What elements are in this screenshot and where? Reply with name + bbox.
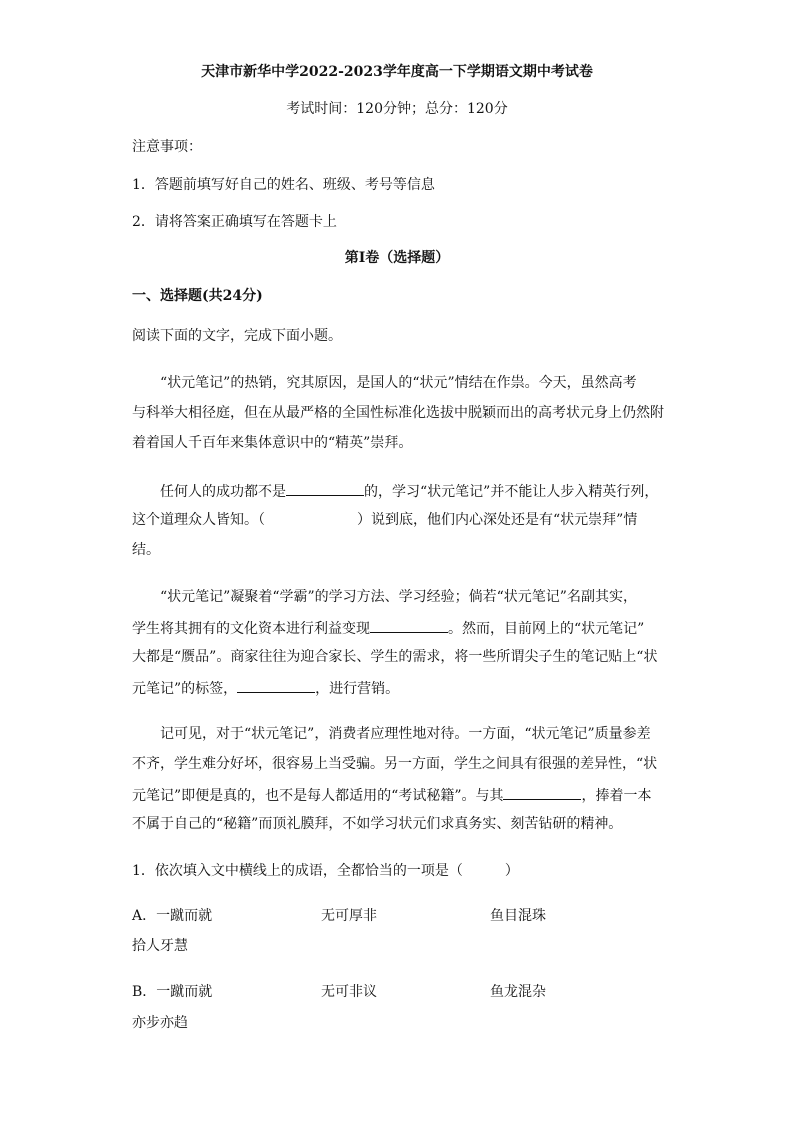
p3-line4-before: 元笔记”的标签， — [132, 681, 238, 697]
passage-p1-line3: 着着国人千百年来集体意识中的“精英”崇拜。 — [132, 435, 413, 451]
p2-text-after-blank: 的，学习“状元笔记”并不能让人步入精英行列， — [364, 484, 659, 500]
fill-blank-3 — [237, 677, 315, 693]
passage-p3-line3: 大都是“赝品”。商家往往为迎合家长、学生的需求，将一些所谓尖子生的笔记贴上“状 — [132, 649, 658, 665]
volume-title: 第I卷（选择题） — [344, 250, 450, 266]
notes-item-2: 2．请将答案正确填写在答题卡上 — [132, 214, 337, 230]
passage-p2-line1 — [160, 480, 658, 502]
fill-blank-2 — [370, 617, 448, 633]
option-b-word-4: 亦步亦趋 — [132, 1015, 188, 1031]
passage-p2-line3: 结。 — [132, 542, 160, 558]
p2-text-before-blank: 任何人的成功都不是 — [160, 484, 286, 500]
option-a-word-3: 鱼目混珠 — [490, 908, 546, 924]
p3-line2-after: 。然而，目前网上的“状元笔记” — [448, 621, 645, 637]
exam-title: 天津市新华中学2022-2023学年度高一下学期语文期中考试卷 — [201, 64, 593, 80]
option-b-word-2: 无可非议 — [321, 984, 377, 1000]
passage-p2-line2 — [132, 510, 637, 530]
passage-p3-line2 — [132, 617, 644, 639]
passage-p3-line1: “状元笔记”凝聚着“学霸”的学习方法、学习经验；倘若“状元笔记”名副其实， — [160, 589, 637, 605]
passage-p3-line4 — [132, 677, 399, 699]
fill-blank-1 — [286, 480, 364, 496]
exam-info: 考试时间：120分钟；总分：120分 — [286, 101, 508, 117]
p2-line2-before: 这个道理众人皆知。（ — [132, 512, 265, 528]
option-a-word-2: 无可厚非 — [321, 908, 377, 924]
part-title: 一、选择题(共24分) — [132, 288, 263, 304]
p4-line3-before: 元笔记”即便是真的，也不是每人都适用的“考试秘籍”。与其 — [132, 788, 504, 804]
p4-line3-after: ，捧着一本 — [581, 788, 652, 804]
option-b-label[interactable]: B．一蹴而就 — [132, 984, 213, 1000]
passage-p4-line2: 不齐，学生难分好坏，很容易上当受骗。另一方面，学生之间具有很强的差异性，“状 — [132, 756, 658, 772]
p3-line2-before: 学生将其拥有的文化资本进行利益变现 — [132, 621, 370, 637]
option-a-label[interactable]: A．一蹴而就 — [132, 908, 213, 924]
notes-item-1: 1．答题前填写好自己的姓名、班级、考号等信息 — [132, 177, 435, 193]
passage-p1-line2: 与科举大相径庭，但在从最严格的全国性标准化选拔中脱颖而出的高考状元身上仍然附 — [132, 405, 664, 421]
passage-p4-line1: 记可见，对于“状元笔记”，消费者应理性地对待。一方面，“状元笔记”质量参差 — [160, 726, 651, 742]
passage-p4-line3 — [132, 784, 651, 806]
notes-heading: 注意事项： — [132, 139, 202, 155]
fill-blank-4 — [503, 784, 581, 800]
p2-line2-after: ）说到底，他们内心深处还是有“状元崇拜”情 — [357, 512, 638, 528]
passage-p1-line1: “状元笔记”的热销，究其原因，是国人的“状元”情结在作祟。今天，虽然高考 — [160, 375, 637, 391]
p3-line4-after: ，进行营销。 — [315, 681, 400, 697]
question-1-stem: 1．依次填入文中横线上的成语，全都恰当的一项是（ ） — [132, 863, 519, 879]
passage-p4-line4: 不属于自己的“秘籍”而顶礼膜拜，不如学习状元们求真务实、刻苦钻研的精神。 — [132, 816, 623, 832]
reading-instruction: 阅读下面的文字，完成下面小题。 — [132, 328, 342, 344]
option-a-word-4: 拾人牙慧 — [132, 938, 188, 954]
option-b-word-3: 鱼龙混杂 — [490, 984, 546, 1000]
